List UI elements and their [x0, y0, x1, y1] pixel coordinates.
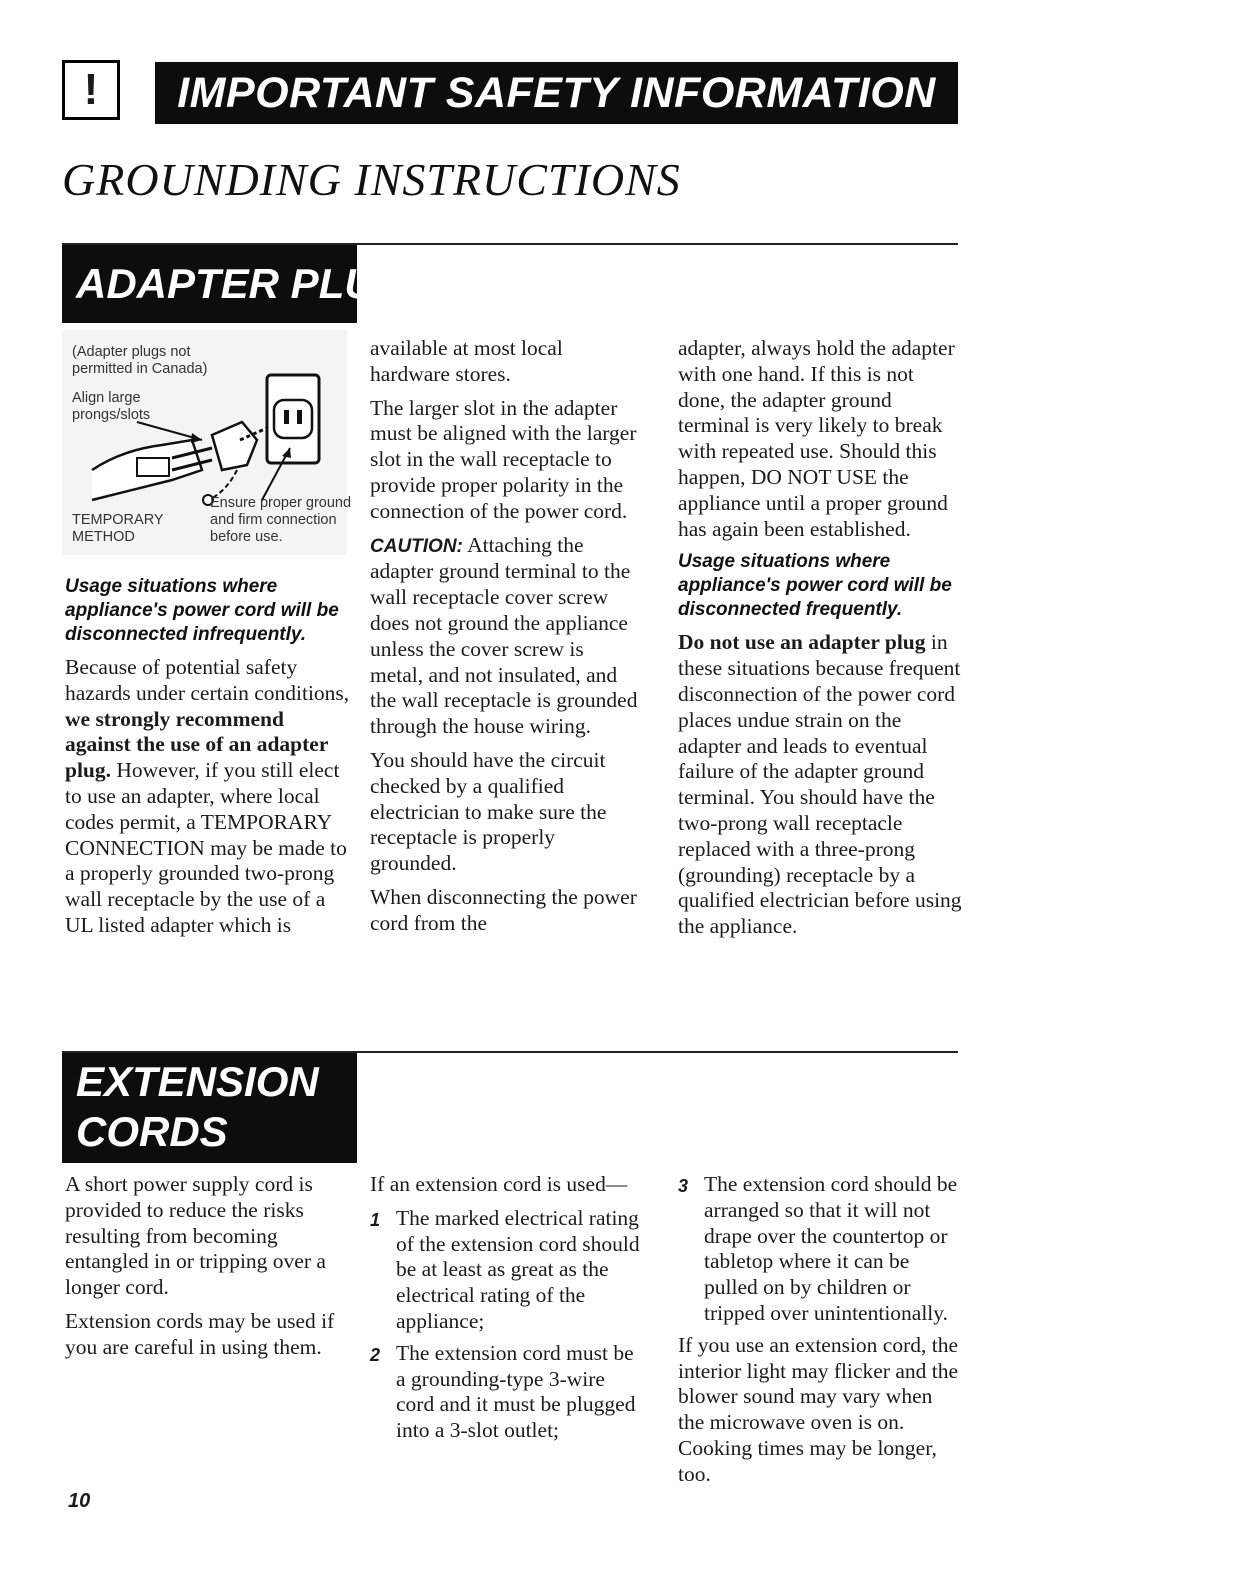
page-number: 10	[68, 1490, 91, 1512]
paragraph: adapter, always hold the adapter with one hand. If this is not done, the adapter ground terminal is very likely to break with repeated use. Should this happen, DO NOT USE the appliance until a proper ground has again been established.	[678, 336, 955, 541]
subheading-frequent: Usage situations where appliance's power cord will be disconnected frequently.	[678, 551, 952, 621]
heading-line: CORDS	[76, 1108, 228, 1155]
paragraph: available at most local hardware stores.	[370, 336, 563, 386]
adapter-plug-illustration	[62, 330, 352, 555]
warning-icon	[62, 60, 120, 120]
adapter-column-3	[678, 336, 963, 948]
figure-label: Align large	[72, 390, 141, 406]
page-title: GROUNDING INSTRUCTIONS	[62, 154, 681, 205]
text-run: in these situations because frequent disconnection of the power cord places undue strain on the adapter and leads to eventual failure of the adapter ground terminal. You should have the two-prong wall receptacle replaced with a three-prong (grounding) receptacle by a qualified electrician before using the appliance.	[678, 630, 962, 939]
paragraph: A short power supply cord is provided to reduce the risks resulting from becoming entangled in or tripping over a longer cord.	[65, 1172, 326, 1300]
figure-label: and firm connection	[210, 512, 337, 528]
figure-label: TEMPORARY	[72, 512, 164, 528]
extension-column-1	[65, 1172, 350, 1369]
list-item	[370, 1341, 645, 1444]
item-text: The marked electrical rating of the extension cord should be at least as great as the electrical rating of the appliance;	[396, 1205, 640, 1333]
warning-glyph: !	[83, 65, 99, 114]
adapter-column-2	[370, 336, 640, 945]
item-number: 2	[370, 1344, 381, 1365]
list-item	[370, 1206, 645, 1335]
caution-label: CAUTION:	[370, 535, 463, 557]
text-run: Because of potential safety hazards under certain conditions,	[65, 655, 350, 705]
paragraph: Extension cords may be used if you are careful in using them.	[65, 1308, 335, 1359]
paragraph: You should have the circuit checked by a qualified electrician to make sure the receptacle is properly grounded.	[370, 747, 607, 876]
subheading-infrequent: Usage situations where appliance's power cord will be disconnected infrequently.	[65, 576, 339, 645]
paragraph: If you use an extension cord, the interior light may flicker and the blower sound may vary when the microwave oven is on. Cooking times may be longer, too.	[678, 1332, 959, 1486]
paragraph	[370, 533, 640, 740]
paragraph	[65, 655, 350, 939]
item-number: 1	[370, 1209, 381, 1230]
figure-label: (Adapter plugs not	[72, 344, 191, 360]
text-run: However, if you still elect to use an adapter, where local codes permit, a TEMPORARY CONNECTION may be made to a properly grounded two-prong wall receptacle by the use of a UL listed adapter which is	[65, 758, 347, 937]
figure-label: permitted in Canada)	[72, 361, 208, 377]
paragraph: When disconnecting the power cord from the	[370, 884, 637, 935]
extension-cords-heading	[62, 1053, 357, 1163]
figure-label: METHOD	[72, 529, 135, 545]
item-number: 3	[678, 1176, 689, 1196]
adapter-plugs-heading: ADAPTER PLUGS	[62, 245, 357, 323]
safety-banner: IMPORTANT SAFETY INFORMATION	[155, 62, 958, 124]
emphasis-text: we strongly recommend against the use of an adapter plug.	[65, 706, 328, 783]
figure-label: Ensure proper ground	[210, 495, 352, 511]
text-run: Attaching the adapter ground terminal to the wall receptacle cover screw does not ground the appliance unless the cover screw is metal, and not insulated, and the wall receptacle is grounded through the house wiring.	[370, 532, 638, 739]
adapter-column-1	[65, 575, 350, 947]
extension-column-3	[678, 1172, 963, 1496]
paragraph: If an extension cord is used—	[370, 1172, 628, 1196]
item-text: The extension cord should be arranged so that it will not drape over the countertop or tabletop where it can be pulled on by children or tripped over unintentionally.	[704, 1172, 958, 1325]
paragraph: The larger slot in the adapter must be aligned with the larger slot in the wall receptacle to provide proper polarity in the connection of the power cord.	[370, 395, 637, 523]
figure-label: before use.	[210, 529, 283, 545]
list-item	[678, 1172, 963, 1327]
heading-line: EXTENSION	[76, 1058, 319, 1105]
figure-label: prongs/slots	[72, 407, 151, 423]
item-text: The extension cord must be a grounding-type 3-wire cord and it must be plugged into a 3-slot outlet;	[396, 1340, 636, 1443]
extension-column-2	[370, 1172, 645, 1450]
emphasis-text: Do not use an adapter plug	[678, 630, 926, 655]
paragraph	[678, 630, 963, 940]
